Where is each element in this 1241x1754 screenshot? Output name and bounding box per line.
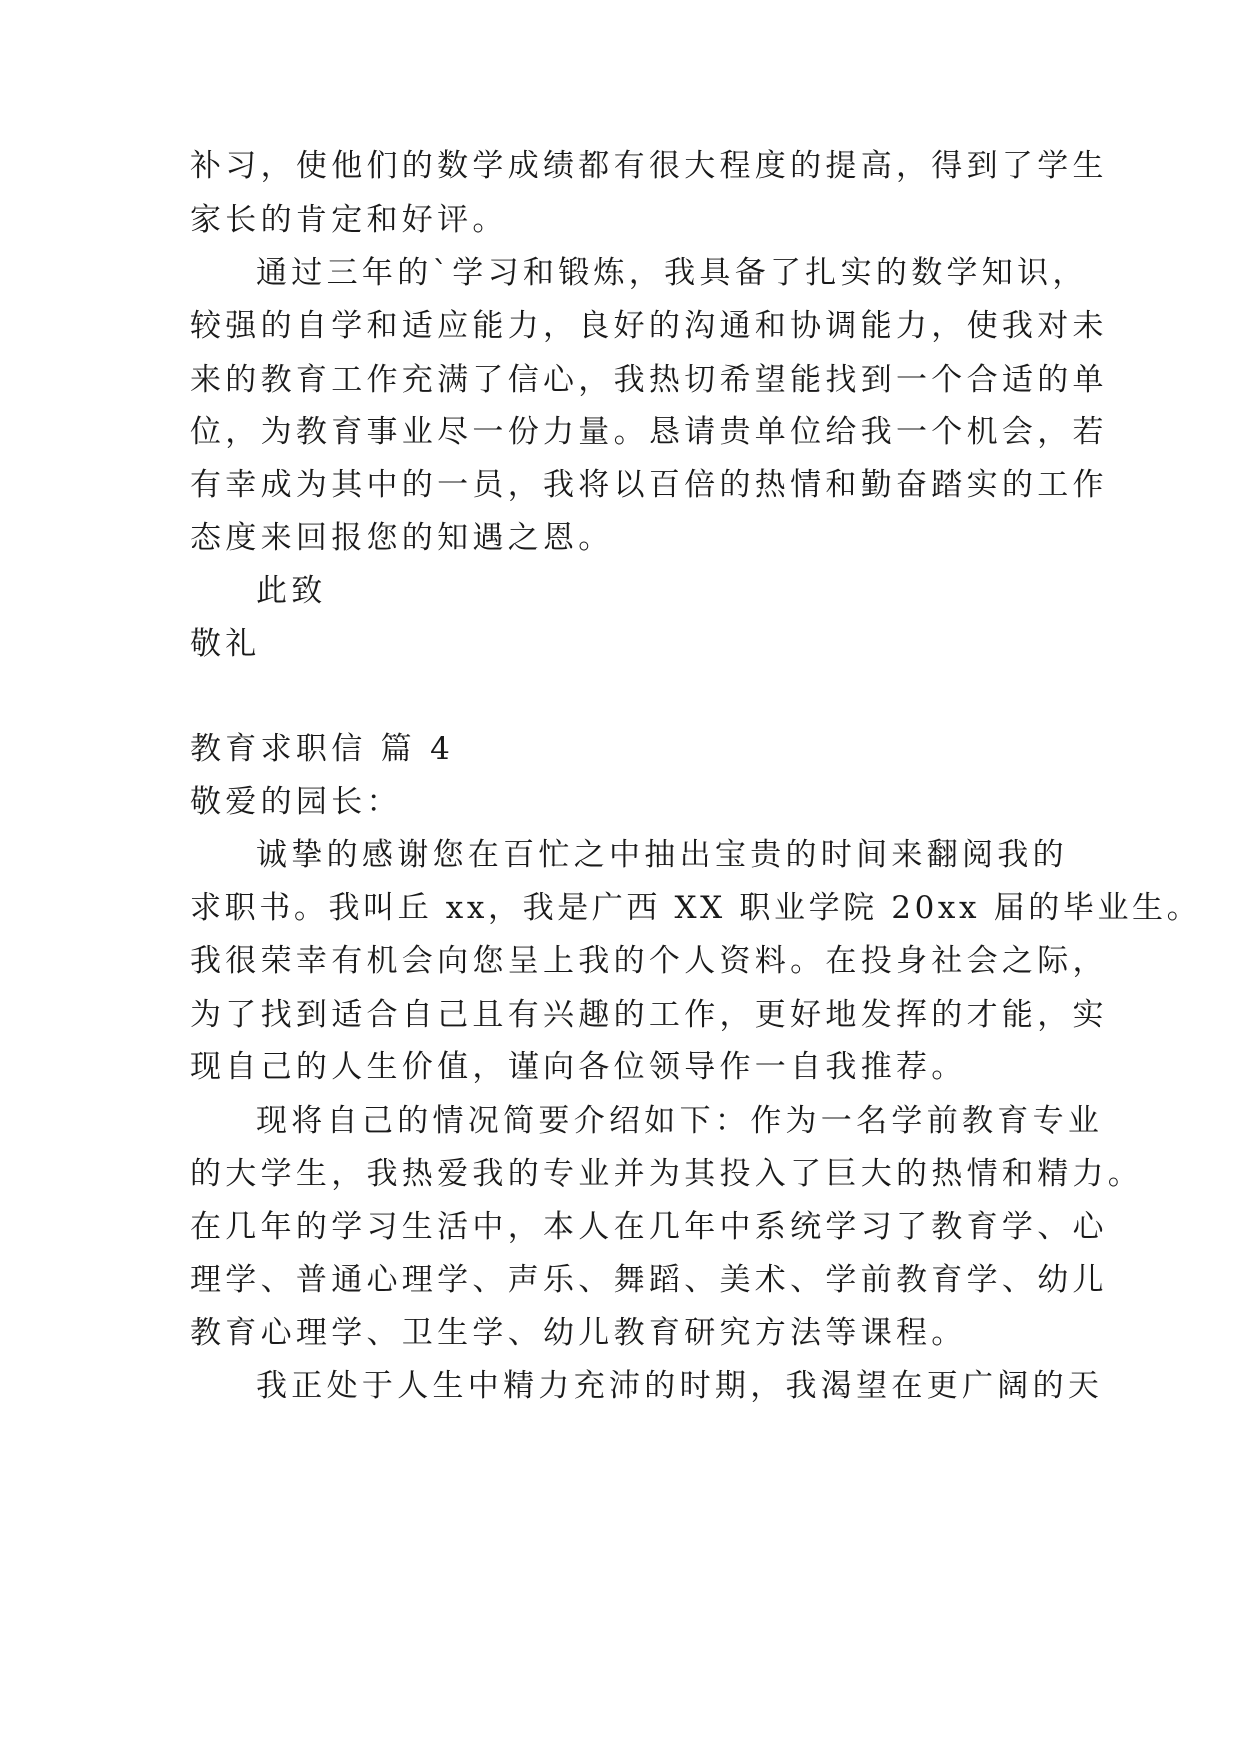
paragraph-line: 诚挚的感谢您在百忙之中抽出宝贵的时间来翻阅我的 (256, 837, 1068, 873)
section-heading: 教育求职信 篇 4 (190, 731, 455, 767)
paragraph-line: 通过三年的`学习和锻炼，我具备了扎实的数学知识， (256, 255, 1088, 291)
paragraph-line: 补习，使他们的数学成绩都有很大程度的提高，得到了学生 (190, 148, 1108, 184)
paragraph-line: 我很荣幸有机会向您呈上我的个人资料。在投身社会之际， (190, 943, 1108, 979)
paragraph-line: 为了找到适合自己且有兴趣的工作，更好地发挥的才能，实 (190, 997, 1108, 1033)
paragraph-line: 态度来回报您的知遇之恩。 (190, 520, 614, 556)
greeting: 敬爱的园长： (190, 784, 402, 820)
paragraph-line: 较强的自学和适应能力，良好的沟通和协调能力，使我对未 (190, 308, 1108, 344)
paragraph-line: 的大学生，我热爱我的专业并为其投入了巨大的热情和精力。 (190, 1156, 1144, 1192)
paragraph-line: 现将自己的情况简要介绍如下：作为一名学前教育专业 (256, 1103, 1104, 1139)
paragraph-line: 教育心理学、卫生学、幼儿教育研究方法等课程。 (190, 1315, 967, 1351)
closing-salutation: 此致 (256, 573, 327, 609)
paragraph-line: 来的教育工作充满了信心，我热切希望能找到一个合适的单 (190, 362, 1108, 398)
paragraph-line: 家长的肯定和好评。 (190, 202, 508, 238)
paragraph-line: 我正处于人生中精力充沛的时期，我渴望在更广阔的天 (256, 1368, 1104, 1404)
paragraph-line: 在几年的学习生活中，本人在几年中系统学习了教育学、心 (190, 1209, 1108, 1245)
paragraph-line: 有幸成为其中的一员，我将以百倍的热情和勤奋踏实的工作 (190, 467, 1108, 503)
paragraph-line: 现自己的人生价值，谨向各位领导作一自我推荐。 (190, 1049, 967, 1085)
paragraph-line: 求职书。我叫丘 xx，我是广西 XX 职业学院 20xx 届的毕业生。 (190, 890, 1202, 926)
paragraph-line: 位，为教育事业尽一份力量。恳请贵单位给我一个机会，若 (190, 414, 1108, 450)
paragraph-line: 理学、普通心理学、声乐、舞蹈、美术、学前教育学、幼儿 (190, 1262, 1108, 1298)
closing-regards: 敬礼 (190, 626, 261, 662)
